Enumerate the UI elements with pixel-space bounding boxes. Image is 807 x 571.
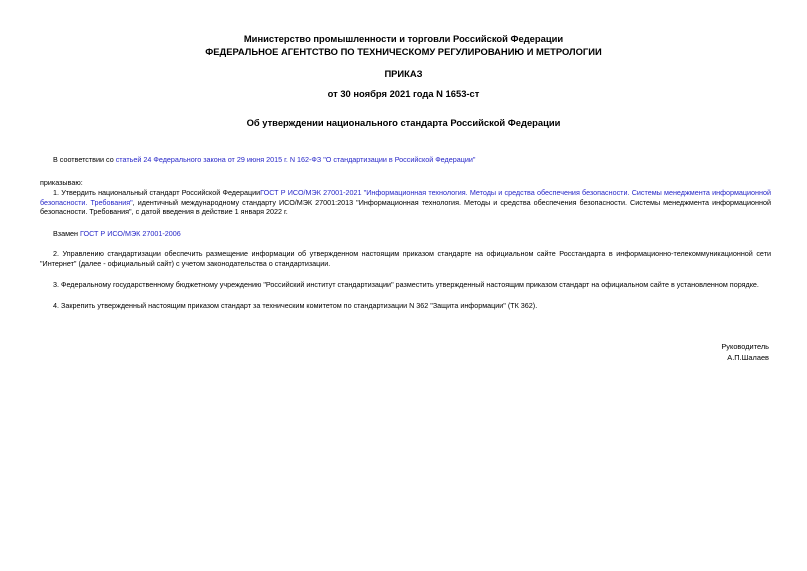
date-number: от 30 ноября 2021 года N 1653-ст	[327, 88, 480, 99]
agency-heading: ФЕДЕРАЛЬНОЕ АГЕНТСТВО ПО ТЕХНИЧЕСКОМУ РЕГУЛИРОВАНИЮ И МЕТРОЛОГИИ	[205, 46, 602, 57]
ministry-heading: Министерство промышленности и торговли Российской Федерации	[243, 33, 564, 44]
signature-block	[721, 342, 769, 363]
gost-2021-link[interactable]: ГОСТ Р ИСО/МЭК 27001-2021 "Информационная технология. Методы и средства обеспечения безопасности. Системы менеджмента информационной безопасности. Требования"	[40, 188, 772, 207]
signatory-title: Руководитель	[721, 342, 769, 351]
document-type: ПРИКАЗ	[384, 68, 423, 79]
gost-2006-link[interactable]: ГОСТ Р ИСО/МЭК 27001-2006	[80, 229, 181, 238]
item-3-paragraph: 3. Федеральному государственному бюджетному учреждению "Российский институт стандартизации" разместить утвержденный настоящим приказом стандарт на официальном сайте в установленном порядке.	[53, 280, 759, 289]
item-1-suffix: , идентичный международному стандарту ИСО/МЭК 27001:2013 "Информационная технология. Методы и средства обеспечения безопасности. Системы менеджмента информационной безопасности. Требования", с датой введения в действие 1 января 2022 г.	[40, 197, 771, 217]
item-2-paragraph: 2. Управлению стандартизации обеспечить размещение информации об утвержденном настоящим приказом стандарте на официальном сайте Росстандарта в информационно-телекоммуникационной сети "Интернет" (далее - официальный сайт) с учетом законодательства о стандартизации.	[40, 249, 771, 268]
preamble-text: В соответствии со	[53, 155, 116, 164]
item-4-paragraph: 4. Закрепить утвержденный настоящим приказом стандарт за техническим комитетом по стандартизации N 362 "Защита информации" (ТК 362).	[53, 301, 538, 310]
preamble-paragraph	[53, 155, 773, 165]
prikazyvayu-text: приказываю:	[40, 178, 83, 187]
federal-law-link[interactable]: статьей 24 Федерального закона от 29 июня 2015 г. N 162-ФЗ "О стандартизации в Российской Федерации"	[115, 155, 476, 164]
item-1-text: 1. Утвердить национальный стандарт Российской Федерации	[53, 188, 261, 197]
document-subject: Об утверждении национального стандарта Российской Федерации	[246, 117, 561, 128]
replaces-text: Взамен	[53, 229, 80, 238]
item-1-paragraph	[40, 188, 771, 217]
replaces-paragraph	[53, 229, 773, 239]
signatory-name: А.П.Шалаев	[727, 352, 769, 362]
